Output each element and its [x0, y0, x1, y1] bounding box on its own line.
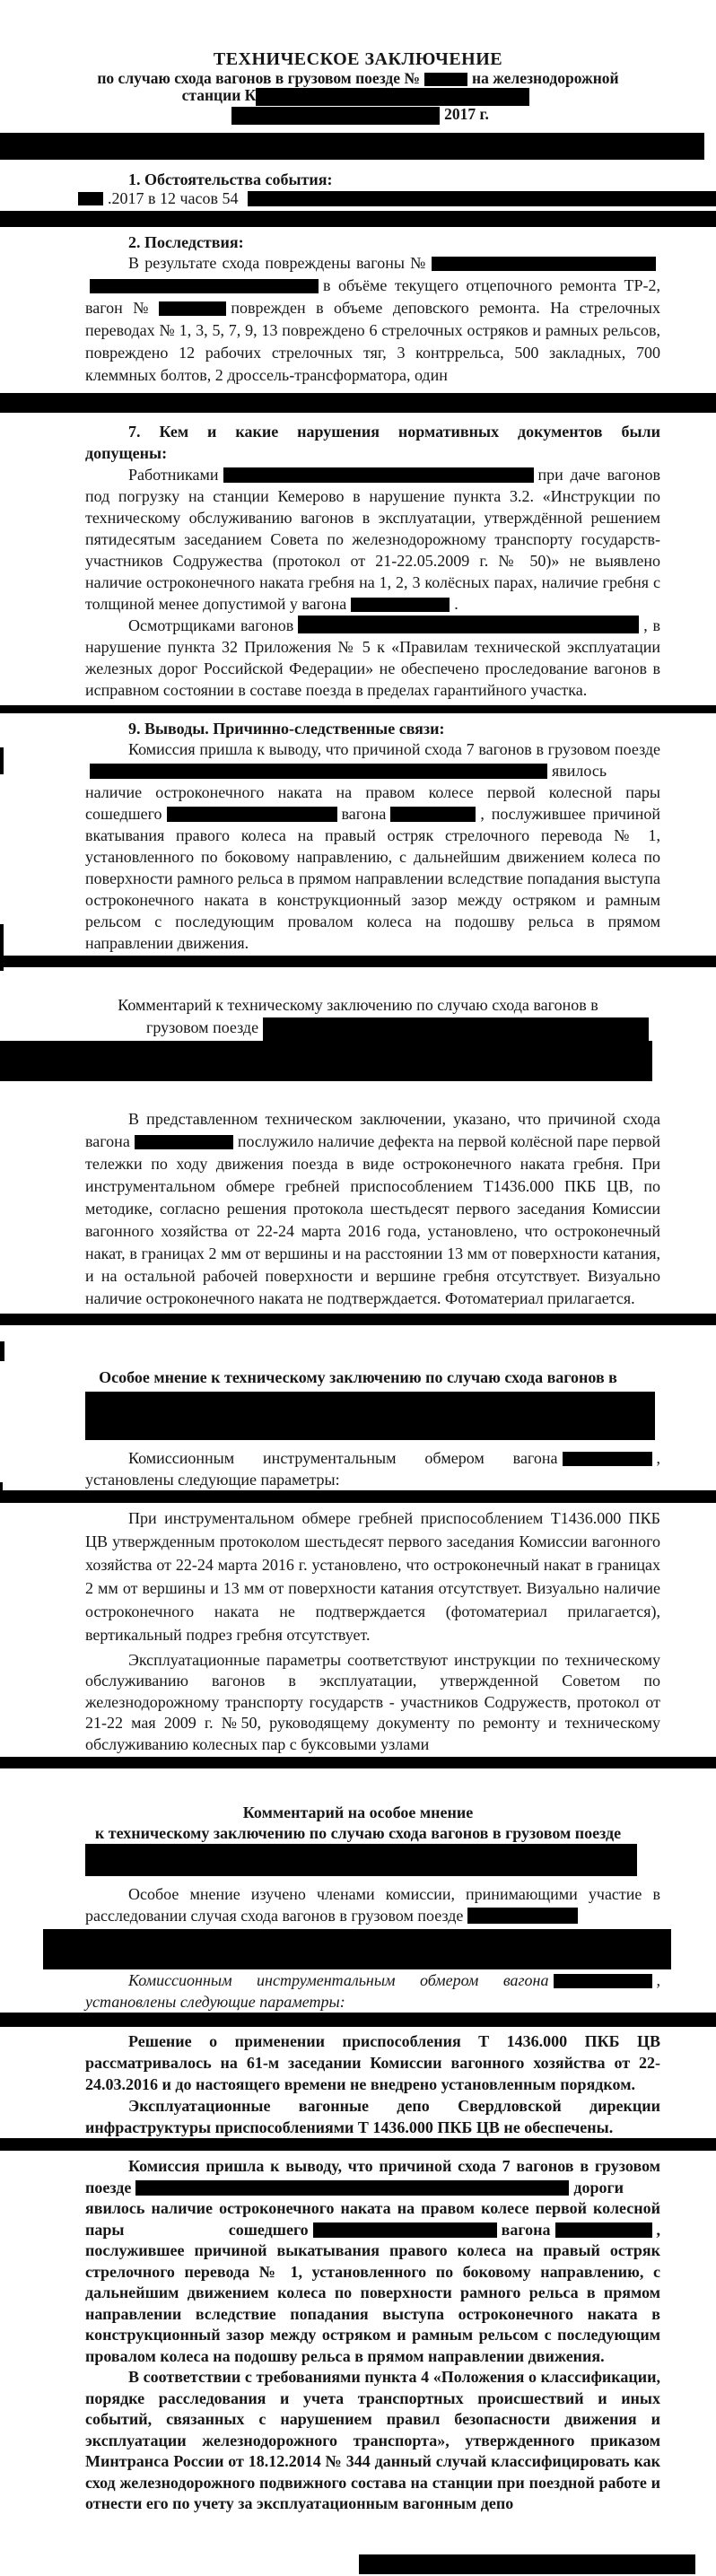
- paragraph-text: , в нарушение пункта 32 Приложения № 5 к «Правилам технической эксплуатации железных дорог Российской Федерации» не обеспечено проследование вагонов в исправном состоянии в составе поезда в пределах гарантийного участка.: [85, 616, 660, 699]
- paragraph-text: вагона: [501, 2220, 551, 2239]
- redaction-bar-full: [0, 1490, 716, 1503]
- doc-subtitle-line2: [0, 87, 716, 106]
- redaction-box: [78, 192, 103, 205]
- paragraph-text: вагона: [341, 804, 387, 823]
- scan-artifact: [0, 1341, 4, 1361]
- doc-title: ТЕХНИЧЕСКОЕ ЗАКЛЮЧЕНИЕ: [213, 49, 503, 69]
- subtitle-text: на железнодорожной: [472, 69, 619, 87]
- paragraph-text: поврежден в объеме деповского ремонта. На стрелочных переводах № 1, 3, 5, 7, 9, 13 повреждено 6 стрелочных остряков и рамных рельсов, повреждено 12 рабочих стрелочных тяг, 3 контррельса, 500 закладных, 700 клеммных болтов, 2 дроссель-трансформатора, один: [85, 298, 660, 384]
- redaction-bar: [555, 2222, 652, 2238]
- redaction-bar: [467, 1908, 578, 1924]
- redaction-bar: [263, 1017, 649, 1041]
- redaction-bar-full: [0, 1757, 716, 1768]
- comment1-heading-line1: Комментарий к техническому заключению по случаю схода вагонов в: [118, 995, 598, 1014]
- paragraph-text: Работниками: [128, 465, 219, 484]
- redaction-block: [85, 1844, 637, 1876]
- paragraph-text: при даче вагонов под погрузку на станции Кемерово в нарушение пункта 3.2. «Инструкции по техническому обслуживанию вагонов в эксплуатации, утверждённой решением пятидесятым заседанием Совета по железнодорожному транспорту государств-участников Содружества (протокол от 21-22.05.2009 г. № 50)» не выявлено наличие остроконечного наката гребня на 1, 2, 3 колёсных парах, наличие гребня с толщиной менее допустимой у вагона: [85, 465, 660, 613]
- dissent-paragraph-2: При инструментальном обмере гребней приспособлением Т1436.000 ПКБ ЦВ утвержденным протоколом шестьдесят первого заседания Комиссии вагонного хозяйства от 22-24 марта 2016 г. установлено, что остроконечный накат в границах 2 мм от вершины и 13 мм от поверхности катания отсутствует. Визуально наличие остроконечного наката не подтверждается (фотоматериал прилагается), вертикальный подрез гребня отсутствует.: [85, 1508, 660, 1644]
- paragraph-text: Комиссионным инструментальным обмером вагона: [128, 1448, 558, 1467]
- subtitle-text: 2017 г.: [444, 104, 489, 123]
- heading-text: грузовом поезде: [146, 1017, 259, 1036]
- redaction-bar: [135, 2180, 569, 2196]
- redaction-bar: [313, 2222, 497, 2238]
- paragraph-text: В результате схода повреждены вагоны №: [128, 253, 427, 272]
- redaction-bar: [135, 1135, 233, 1149]
- redaction-bar: [390, 807, 476, 822]
- paragraph-text: В представленном техническом заключении, указано, что причиной схода вагона: [85, 1109, 660, 1150]
- paragraph-text: Комиссия пришла к выводу, что причиной схода 7 вагонов в грузовом поезде: [85, 2157, 660, 2196]
- redaction-bar: [223, 467, 534, 483]
- section7-heading-line1: 7. Кем и какие нарушения нормативных документов были: [128, 422, 660, 441]
- paragraph-text: , установлены следующие параметры:: [85, 1971, 660, 2012]
- section2-paragraph: [85, 252, 660, 387]
- paragraph-text: в объёме текущего отцепочного ремонта ТР-2, вагон №: [85, 275, 660, 317]
- subtitle-text: станции К: [181, 86, 257, 104]
- comment2-heading-line2: к техническому заключению по случаю схода вагонов в грузовом поезде: [94, 1824, 622, 1843]
- redaction-bar: [424, 73, 467, 86]
- section1-line: [0, 189, 716, 209]
- redaction-block: [359, 2554, 695, 2574]
- section2-heading: 2. Последствия:: [128, 232, 244, 251]
- section1-line-text: .2017 в 12 часов 54: [108, 189, 239, 208]
- section9-paragraph: [85, 738, 660, 954]
- doc-subtitle-line1: [0, 70, 716, 87]
- scan-artifact: [0, 1482, 3, 1497]
- redaction-bar: [554, 1974, 652, 1988]
- paragraph-text: , установлены следующие параметры:: [85, 1448, 660, 1489]
- paragraph-text: явилось наличие остроконечного наката на правом колесе первой колесной пары сошедшего: [85, 761, 660, 823]
- redaction-bar: [90, 764, 547, 779]
- redaction-bar: [231, 107, 440, 125]
- redaction-bar: [432, 257, 656, 271]
- section9-heading: 9. Выводы. Причинно-следственные связи:: [128, 719, 445, 738]
- dissent-heading: Особое мнение к техническому заключению по случаю схода вагонов в: [99, 1367, 617, 1386]
- redaction-bar: [248, 191, 716, 206]
- paragraph-text: Комиссия пришла к выводу, что причиной схода 7 вагонов в грузовом поезде: [128, 739, 660, 758]
- comment1-heading-line2: [0, 1016, 716, 1041]
- redaction-bar-full: [0, 705, 716, 713]
- redaction-bar-full: [0, 211, 716, 227]
- comment2-paragraph-2: [85, 1969, 660, 2013]
- comment1-paragraph: [85, 1108, 660, 1310]
- redaction-bar-full: [0, 956, 716, 967]
- comment2-paragraph-1: [85, 1883, 660, 1926]
- paragraph-text: дороги явилось наличие остроконечного наката на правом колесе первой колесной пары сошедшего: [85, 2178, 660, 2239]
- paragraph-text: послужило наличие дефекта на первой колёсной паре первой тележки по ходу движения поезда в виде остроконечного наката гребня. При инструментальном обмере гребней приспособлением Т1436.000 ПКБ ЦВ, по методике, согласно решения протокола шестьдесят первого заседания Комиссии вагонного хозяйства от 22-24 марта 2016 года, установлено, что остроконечный накат, в границах 2 мм от вершины и на расстоянии 13 мм от поверхности катания, и на остальной рабочей поверхности и вершине гребня отсутствует. Визуально наличие остроконечного наката не подтверждается. Фотоматериал прилагается.: [85, 1131, 660, 1307]
- redaction-bar-full: [0, 133, 704, 160]
- conclusion-paragraph-1: [85, 2156, 660, 2367]
- subtitle-text: по случаю схода вагонов в грузовом поезде №: [97, 69, 420, 87]
- conclusion-paragraph-2: В соответствии с требованиями пункта 4 «Положения о классификации, порядке расследования и учета транспортных происшествий и иных событий, связанных с нарушением правил безопасности движения и эксплуатации железнодорожного транспорта», утвержденного приказом Минтранса России от 18.12.2014 № 344 данный случай классифицировать как сход железнодорожного подвижного состава на станции при поездной работе и отнести его по учету за эксплуатационным вагонным депо: [85, 2368, 660, 2513]
- paragraph-text: , послужившее причиной выкатывания правого колеса на правый остряк стрелочного перевода № 1, установленного по боковому направлению, с дальнейшим движением колеса по поверхности рамного рельса в прямом направлении вследствие попадания выступа остроконечного наката в конструкционный зазор между остряком и рамным рельсом с последующим провалом колеса на подошву рельса в прямом направлении движения.: [85, 2220, 660, 2365]
- dissent-paragraph-1: [85, 1447, 660, 1490]
- resolution-paragraph-1: Решение о применении приспособления Т 1436.000 ПКБ ЦВ рассматривалось на 61-м заседании Комиссии вагонного хозяйства от 22-24.03.2016 и до настоящего времени не внедрено установленным порядком.: [85, 2032, 660, 2094]
- redaction-bar: [90, 279, 319, 293]
- dissent-paragraph-3: Эксплуатационные параметры соответствуют инструкции по техническому обслуживанию вагонов в эксплуатации, утвержденной Советом по железнодорожному транспорту государств - участников Содружеств, протокол от 21-22 мая 2009 г. №50, руководящему документу по ремонту и техническому обслуживанию колесных пар с буксовыми узлами: [85, 1650, 660, 1753]
- section7-paragraph-2: [85, 615, 660, 701]
- doc-subtitle-line3: [0, 106, 716, 125]
- paragraph-text: Особое мнение изучено членами комиссии, принимающими участие в расследовании случая схода вагонов в грузовом поезде: [85, 1885, 660, 1925]
- redaction-bar-full: [0, 393, 716, 413]
- scan-artifact: [0, 747, 4, 774]
- redaction-block: [43, 1929, 671, 1969]
- redaction-bar: [563, 1452, 652, 1466]
- redaction-bar: [159, 301, 226, 316]
- paragraph-text: .: [454, 594, 458, 613]
- redaction-bar-full: [0, 2013, 716, 2027]
- redaction-bar-full: [0, 2138, 716, 2151]
- paragraph-text: Комиссионным инструментальным обмером вагона: [128, 1971, 549, 1990]
- redaction-block: [85, 1392, 655, 1440]
- section7-paragraph-1: [85, 464, 660, 615]
- resolution-paragraph-2: Эксплуатационные вагонные депо Свердловской дирекции инфраструктуры приспособлениями Т 1436.000 ПКБ ЦВ не обеспечены.: [85, 2097, 660, 2137]
- redaction-bar-full: [0, 1314, 716, 1325]
- redaction-bar: [351, 598, 450, 612]
- redaction-bar: [298, 616, 639, 633]
- section7-heading-line2: допущены:: [85, 443, 168, 462]
- paragraph-text: Осмотрщиками вагонов: [128, 616, 294, 634]
- paragraph-text: , послужившее причиной вкатывания правого колеса на правый остряк стрелочного перевода № 1, установленного по боковому направлению, с дальнейшим движением колеса по поверхности рамного рельса в прямом направлении вследствие попадания выступа остроконечного наката в конструкционный зазор между остряком и рамным рельсом с последующим провалом колеса на подошву рельса в прямом направлении движения.: [85, 804, 660, 952]
- redaction-bar: [256, 88, 529, 106]
- redaction-bar: [167, 807, 337, 822]
- comment2-heading-line1: Комментарий на особое мнение: [242, 1803, 474, 1822]
- section1-heading: 1. Обстоятельства события:: [128, 170, 333, 188]
- scan-artifact: [0, 924, 4, 971]
- redaction-block: [0, 1041, 652, 1081]
